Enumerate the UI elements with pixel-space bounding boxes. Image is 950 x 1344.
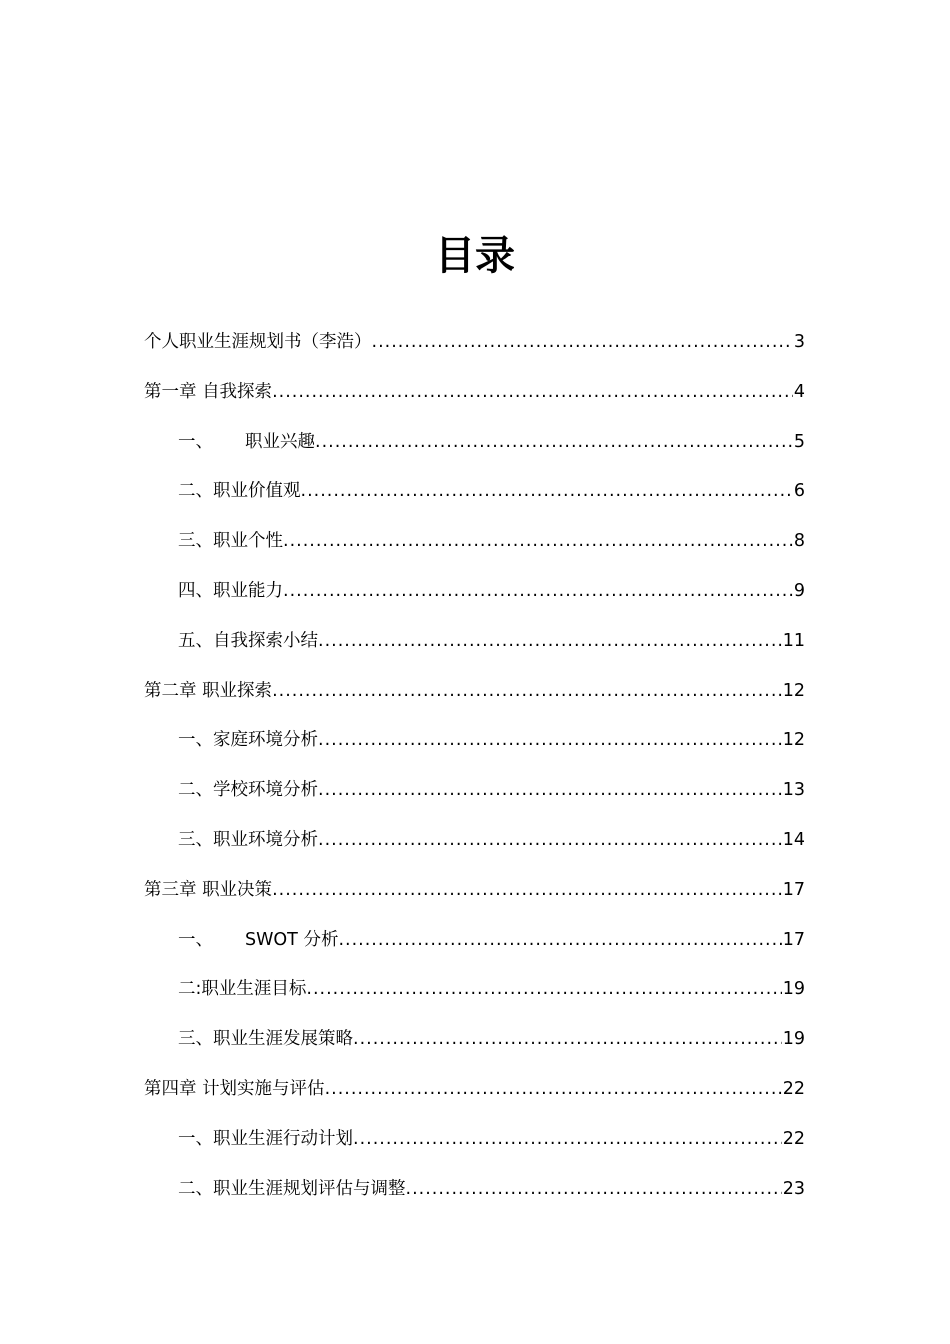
page-title: 目录 (435, 233, 515, 279)
toc-entry-page-number: 11 (782, 630, 805, 651)
dot-leader (406, 1165, 782, 1215)
toc-entry-text: 第四章 计划实施与评估 (144, 1078, 325, 1099)
toc-entry-label (178, 467, 301, 517)
toc-entry-page-number: 19 (782, 1029, 805, 1050)
dot-leader (318, 716, 782, 766)
toc-entry-page-number: 13 (782, 780, 805, 801)
toc-entry-label (144, 866, 272, 916)
toc-entry-label (178, 567, 283, 617)
toc-entry-label (178, 418, 315, 468)
toc-entry-page-number: 3 (793, 332, 805, 352)
toc-entry-page-number: 19 (782, 979, 805, 1000)
toc-entry[interactable] (144, 1015, 805, 1065)
dot-leader (283, 517, 793, 567)
toc-entry-page-number: 5 (793, 431, 805, 452)
toc-entry-number: 一、 (178, 929, 213, 950)
toc-entry-text: 个人职业生涯规划书（李浩） (144, 332, 372, 352)
toc-entry-text: 五、自我探索小结 (178, 630, 318, 651)
dot-leader (272, 866, 782, 916)
toc-entry-page-number: 22 (782, 1078, 805, 1099)
toc-entry[interactable] (144, 418, 805, 468)
toc-entry-text: 第三章 职业决策 (144, 879, 273, 900)
toc-entry-text: 二、职业生涯规划评估与调整 (178, 1178, 406, 1199)
toc-entry-label (178, 1015, 353, 1065)
toc-entry-label (178, 1115, 353, 1165)
toc-entry-label (178, 965, 306, 1015)
toc-entry-label (178, 1165, 406, 1215)
toc-entry-label (144, 1065, 325, 1115)
toc-entry-text: 一、家庭环境分析 (178, 730, 318, 751)
toc-entry-text: SWOT 分析 (245, 929, 339, 950)
toc-entry[interactable] (144, 1115, 805, 1165)
dot-leader (272, 667, 782, 717)
toc-entry[interactable] (144, 617, 805, 667)
toc-entry-text: 二:职业生涯目标 (178, 979, 307, 1000)
toc-entry-label (144, 318, 372, 368)
toc-entry-text: 第一章 自我探索 (144, 381, 273, 402)
dot-leader (283, 567, 793, 617)
toc-entry[interactable] (144, 467, 805, 517)
dot-leader (353, 1115, 782, 1165)
toc-entry-page-number: 17 (782, 879, 805, 900)
dot-leader (318, 617, 782, 667)
dot-leader (315, 418, 793, 468)
toc-entry-page-number: 14 (782, 829, 805, 850)
toc-entry-page-number: 23 (782, 1178, 805, 1199)
toc-entry[interactable] (144, 766, 805, 816)
toc-entry-text: 三、职业个性 (178, 531, 283, 552)
toc-entry[interactable] (144, 368, 805, 418)
toc-entry[interactable] (144, 816, 805, 866)
toc-entry-label (178, 617, 318, 667)
toc-entry-text: 职业兴趣 (245, 431, 315, 452)
toc-entry-text: 三、职业环境分析 (178, 829, 318, 850)
toc-entry-page-number: 17 (782, 929, 805, 950)
toc-entry-page-number: 6 (793, 481, 805, 502)
toc-entry-page-number: 12 (782, 680, 805, 701)
toc-entry-page-number: 8 (793, 531, 805, 552)
table-of-contents (144, 318, 805, 1214)
toc-entry-label (178, 517, 283, 567)
toc-entry[interactable] (144, 1065, 805, 1115)
dot-leader (301, 467, 793, 517)
toc-entry-page-number: 9 (793, 580, 805, 601)
toc-entry[interactable] (144, 716, 805, 766)
dot-leader (306, 965, 781, 1015)
toc-entry[interactable] (144, 1165, 805, 1215)
toc-entry-label (178, 816, 318, 866)
toc-entry-number: 一、 (178, 431, 213, 452)
toc-entry-page-number: 4 (793, 381, 805, 402)
dot-leader (353, 1015, 782, 1065)
toc-entry[interactable] (144, 916, 805, 966)
toc-entry-label (178, 716, 318, 766)
dot-leader (318, 816, 782, 866)
toc-entry-page-number: 12 (782, 730, 805, 751)
toc-entry[interactable] (144, 318, 805, 368)
dot-leader (372, 318, 793, 368)
toc-entry[interactable] (144, 965, 805, 1015)
dot-leader (338, 916, 781, 966)
toc-entry[interactable] (144, 567, 805, 617)
toc-entry-text: 二、职业价值观 (178, 481, 301, 502)
toc-entry-label (178, 916, 338, 966)
toc-entry-text: 二、学校环境分析 (178, 780, 318, 801)
toc-entry-text: 四、职业能力 (178, 580, 283, 601)
toc-entry-label (144, 368, 272, 418)
dot-leader (272, 368, 793, 418)
toc-entry[interactable] (144, 517, 805, 567)
toc-entry-label (178, 766, 318, 816)
toc-entry-text: 一、职业生涯行动计划 (178, 1128, 353, 1149)
toc-entry-text: 三、职业生涯发展策略 (178, 1029, 353, 1050)
toc-entry[interactable] (144, 866, 805, 916)
dot-leader (318, 766, 782, 816)
dot-leader (325, 1065, 782, 1115)
toc-entry-text: 第二章 职业探索 (144, 680, 273, 701)
toc-entry-label (144, 667, 272, 717)
toc-entry-page-number: 22 (782, 1128, 805, 1149)
toc-entry[interactable] (144, 667, 805, 717)
